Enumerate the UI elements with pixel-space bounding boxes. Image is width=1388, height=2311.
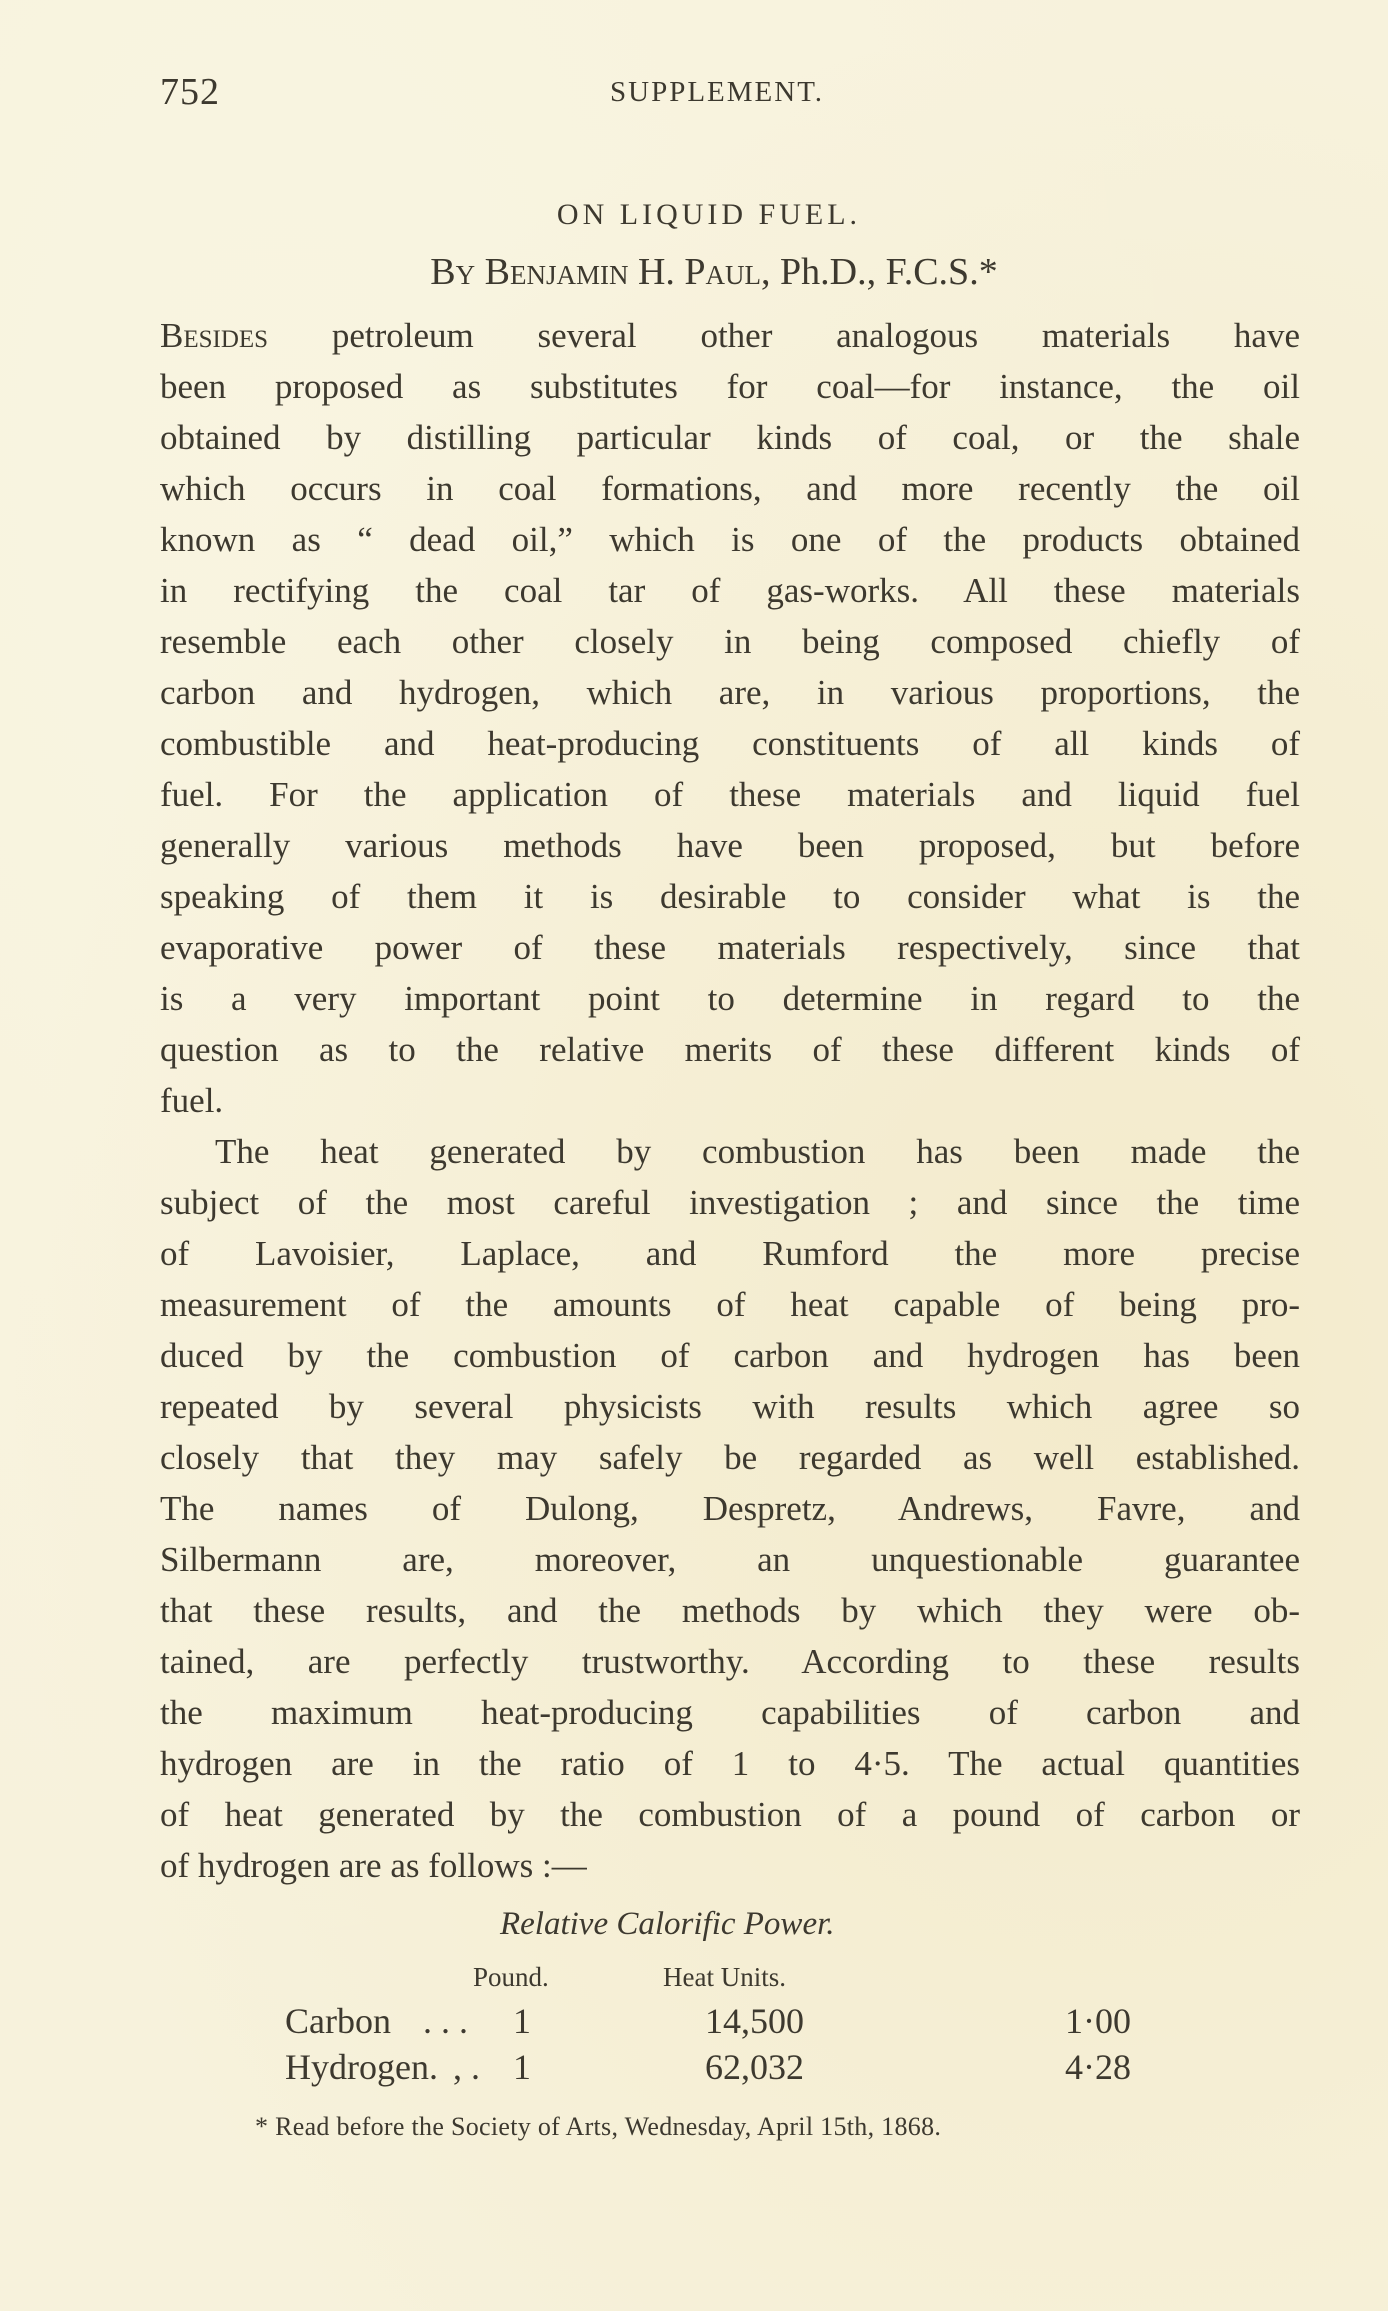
text-line: hydrogen are in the ratio of 1 to 4·5. The actual quantities (160, 1744, 1300, 1783)
column-header-heat-units: Heat Units. (663, 1962, 786, 1992)
text-line: tained, are perfectly trustworthy. According to these results (160, 1642, 1300, 1681)
text-line: closely that they may safely be regarded as well established. (160, 1438, 1300, 1477)
text-line: of Lavoisier, Laplace, and Rumford the more precise (160, 1234, 1300, 1273)
cell-pound: 1 (513, 2001, 531, 2041)
text-line: been proposed as substitutes for coal—for instance, the oil (160, 367, 1300, 406)
author-name: Benjamin H. Paul (484, 251, 762, 293)
text-line: known as “ dead oil,” which is one of the products obtained (160, 520, 1300, 559)
text-line: combustible and heat-producing constituents of all kinds of (160, 724, 1300, 763)
footnote: * Read before the Society of Arts, Wednesday, April 15th, 1868. (255, 2112, 942, 2141)
text-line: which occurs in coal formations, and more recently the oil (160, 469, 1300, 508)
text-line: in rectifying the coal tar of gas-works. All these materials (160, 571, 1300, 610)
page-number: 752 (160, 71, 220, 113)
cell-ratio: 1·00 (1065, 2001, 1131, 2041)
text-line: obtained by distilling particular kinds of coal, or the shale (160, 418, 1300, 457)
text-line: generally various methods have been proposed, but before (160, 826, 1300, 865)
byline (0, 250, 1388, 294)
text-line: of hydrogen are as follows :— (160, 1846, 587, 1885)
text-line: of heat generated by the combustion of a pound of carbon or (160, 1795, 1300, 1834)
cell-substance: Hydrogen. (285, 2047, 438, 2087)
text-line: Silbermann are, moreover, an unquestionable guarantee (160, 1540, 1300, 1579)
text-line: Besides petroleum several other analogous materials have (160, 316, 1300, 355)
article-title: ON LIQUID FUEL. (556, 198, 862, 231)
cell-heat-units: 62,032 (705, 2047, 804, 2087)
byline-prefix: By (430, 251, 476, 293)
text-line: the maximum heat-producing capabilities of carbon and (160, 1693, 1300, 1732)
text-line: The heat generated by combustion has been made the (215, 1132, 1300, 1171)
table-title: Relative Calorific Power. (500, 1906, 835, 1942)
text-line: question as to the relative merits of these different kinds of (160, 1030, 1300, 1069)
author-credentials: , Ph.D., F.C.S.* (761, 251, 998, 293)
table-row-hydrogen (285, 2046, 1185, 2092)
text-line: repeated by several physicists with results which agree so (160, 1387, 1300, 1426)
table-row-carbon (285, 2000, 1185, 2046)
text-line: fuel. (160, 1081, 224, 1120)
cell-leader: . . . (423, 2001, 468, 2041)
cell-ratio: 4·28 (1065, 2047, 1131, 2087)
cell-pound: 1 (513, 2047, 531, 2087)
text-line: subject of the most careful investigation ; and since the time (160, 1183, 1300, 1222)
text-line: is a very important point to determine in regard to the (160, 979, 1300, 1018)
dropcap-word: Besides (160, 316, 269, 355)
cell-heat-units: 14,500 (705, 2001, 804, 2041)
text-line: evaporative power of these materials respectively, since that (160, 928, 1300, 967)
text-line: carbon and hydrogen, which are, in various proportions, the (160, 673, 1300, 712)
text-line: The names of Dulong, Despretz, Andrews, Favre, and (160, 1489, 1300, 1528)
cell-leader: , . (453, 2047, 480, 2087)
text-line: duced by the combustion of carbon and hydrogen has been (160, 1336, 1300, 1375)
text-line: measurement of the amounts of heat capable of being pro- (160, 1285, 1300, 1324)
text-line: fuel. For the application of these materials and liquid fuel (160, 775, 1300, 814)
article-body (160, 310, 1300, 1891)
text-line: that these results, and the methods by which they were ob- (160, 1591, 1300, 1630)
text-line: speaking of them it is desirable to consider what is the (160, 877, 1300, 916)
cell-substance: Carbon (285, 2001, 391, 2041)
running-head (160, 70, 1300, 120)
running-title: SUPPLEMENT. (610, 76, 825, 108)
column-header-pound: Pound. (473, 1962, 549, 1992)
text-line: resemble each other closely in being composed chiefly of (160, 622, 1300, 661)
